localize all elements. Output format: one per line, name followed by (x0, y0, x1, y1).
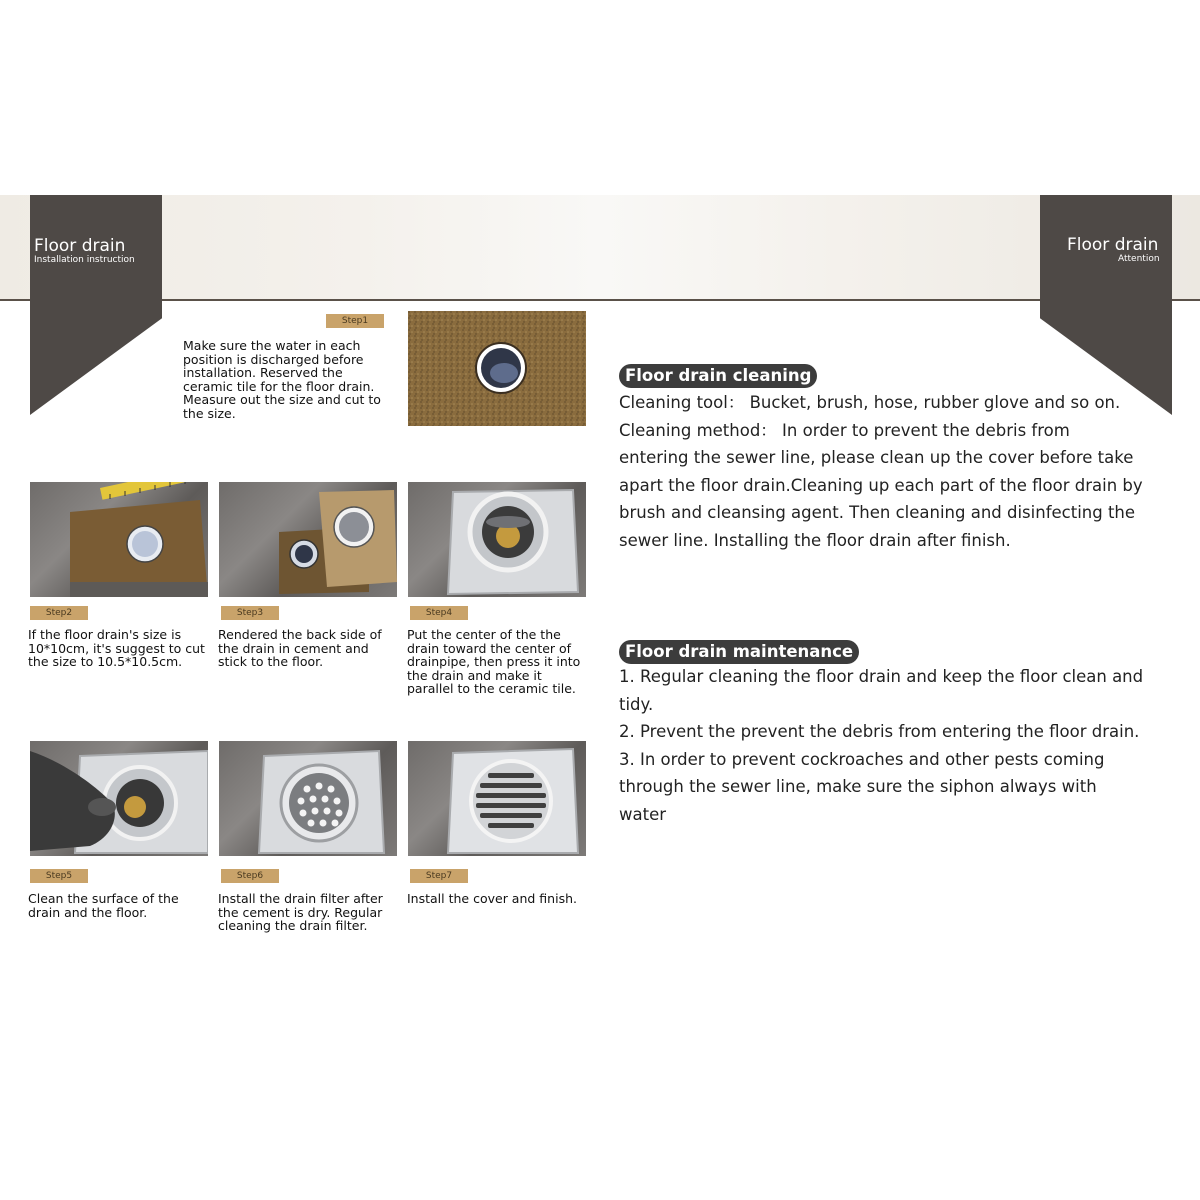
banner-right-title: Floor drain (1067, 235, 1159, 255)
banner-left-title: Floor drain (34, 236, 126, 256)
step7-tag: Step7 (410, 869, 468, 883)
step7-photo (408, 741, 586, 856)
step4-tag: Step4 (410, 606, 468, 620)
cleaning-tool: Cleaning tool： Bucket, brush, hose, rubber glove and so on. (619, 393, 1121, 412)
banner-left-subtitle: Installation instruction (34, 255, 135, 265)
header-divider (0, 299, 1200, 301)
maintenance-body (619, 663, 1144, 828)
cleaning-title: Floor drain cleaning (619, 364, 817, 388)
banner-right (1040, 195, 1172, 415)
maintenance-item-2: 2. Prevent the prevent the debris from entering the floor drain. (619, 722, 1140, 741)
step6-tag: Step6 (221, 869, 279, 883)
step1-photo (408, 311, 586, 426)
step5-tag: Step5 (30, 869, 88, 883)
step5-text: Clean the surface of the drain and the floor. (28, 891, 179, 920)
cleaning-method: Cleaning method： In order to prevent the debris from entering the sewer line, please clean up the cover before take apart the floor drain.Cleaning up each part of the floor drain by brush and cleansing agent. Then cleaning and disinfecting the sewer line. Installing the floor drain after finish. (619, 420, 1143, 550)
step1-tag: Step1 (326, 314, 384, 328)
step3-photo (219, 482, 397, 597)
banner-right-subtitle: Attention (1118, 254, 1160, 264)
step4-text: Put the center of the the drain toward the center of drainpipe, then press it into the drain and make it parallel to the ceramic tile. (407, 627, 581, 696)
maintenance-title: Floor drain maintenance (619, 640, 859, 664)
maintenance-item-1: 1. Regular cleaning the floor drain and keep the floor clean and tidy. (619, 667, 1144, 714)
step7-text: Install the cover and finish. (407, 891, 577, 906)
step5-photo (30, 741, 208, 856)
maintenance-item-3: 3. In order to prevent cockroaches and other pests coming through the sewer line, make sure the siphon always with water (619, 749, 1105, 824)
step3-text: Rendered the back side of the drain in cement and stick to the floor. (218, 627, 382, 669)
banner-left (30, 195, 162, 415)
step2-text: If the floor drain's size is 10*10cm, it's suggest to cut the size to 10.5*10.5cm. (28, 627, 205, 669)
header-strip (0, 195, 1200, 300)
step6-photo (219, 741, 397, 856)
step2-tag: Step2 (30, 606, 88, 620)
step2-photo (30, 482, 208, 597)
step4-photo (408, 482, 586, 597)
step3-tag: Step3 (221, 606, 279, 620)
step1-text: Make sure the water in each position is discharged before installation. Reserved the ceramic tile for the floor drain. Measure out the size and cut to the size. (183, 338, 381, 421)
step6-text: Install the drain filter after the cement is dry. Regular cleaning the drain filter. (218, 891, 383, 933)
cleaning-body (619, 389, 1144, 554)
